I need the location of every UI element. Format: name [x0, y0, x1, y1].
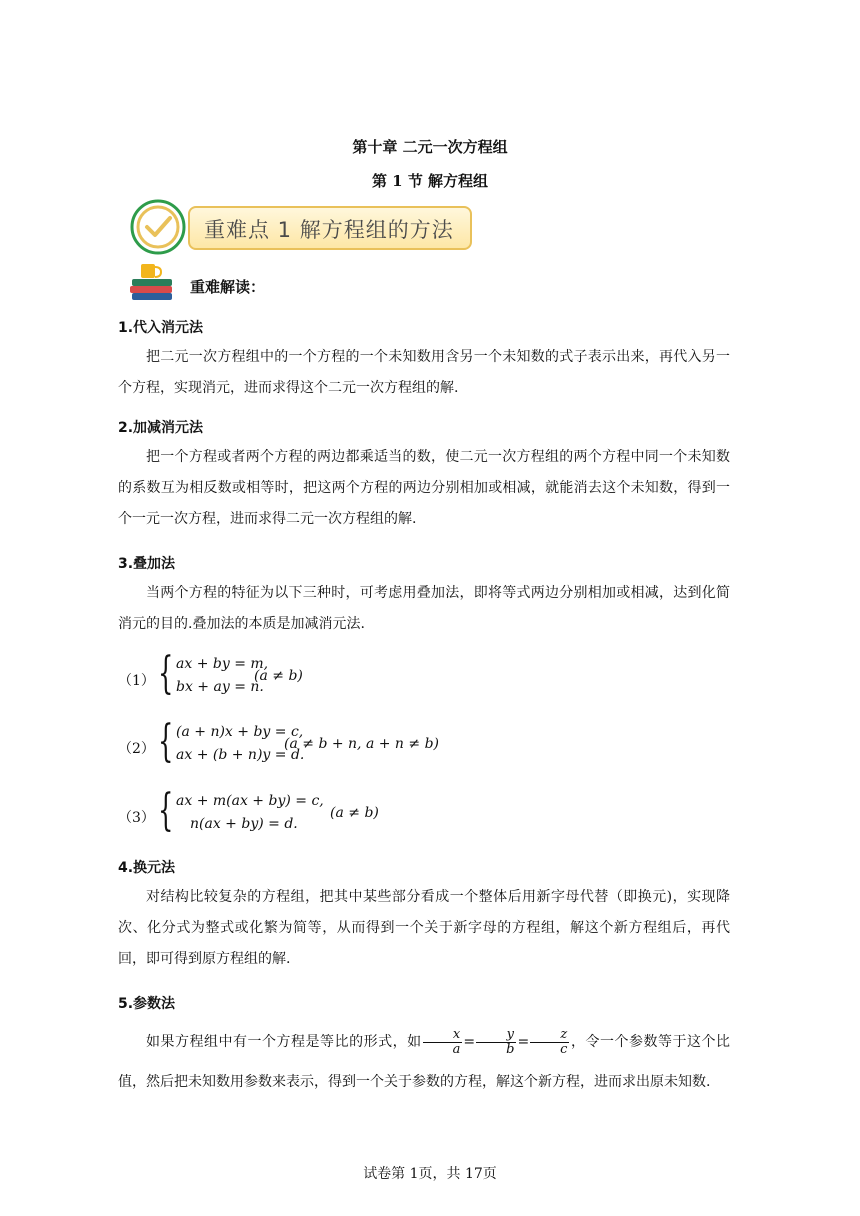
fraction: $\frac{z}{c}$ — [530, 1028, 569, 1057]
equation-system — [118, 716, 518, 774]
equation-number: （2） — [118, 741, 155, 757]
equation-number: （3） — [118, 810, 155, 826]
brace: { — [158, 785, 174, 836]
chapter-title: 第十章 二元一次方程组 — [352, 138, 508, 156]
equation-condition: (a ≠ b) — [330, 805, 379, 821]
method-heading: 4.换元法 — [118, 860, 176, 876]
fraction: $\frac{y}{b}$ — [476, 1028, 516, 1057]
method-heading: 1.代入消元法 — [118, 320, 204, 336]
method-body: 对结构比较复杂的方程组，把其中某些部分看成一个整体后用新字母代替（即换元)，实现降次、化分式为整式或化繁为简等，从而得到一个关于新字母的方程组，解这个新方程组后，再代回，即可得到原方程组的解. — [118, 889, 730, 967]
equation-condition: (a ≠ b + n, a + n ≠ b) — [284, 736, 439, 752]
method-body: 如果方程组中有一个方程是等比的形式，如 $\frac{x}{a}$ = $\frac{y}{b}$ = $\frac{z}{c}$ ，令一个参数等于这个比值，然后把未知数用参数来表示，得到一个关于参数的方程，解这个新方程，进而求出原未知数. — [118, 1026, 731, 1090]
method-heading: 3.叠加法 — [118, 556, 176, 572]
badge-box — [188, 206, 472, 250]
topic-badge — [130, 199, 476, 259]
equation-system — [118, 648, 518, 706]
page-footer: 试卷第 1页，共 17页 — [363, 1166, 497, 1182]
brace: { — [158, 648, 174, 699]
equation-line: n(ax + by) = d. — [190, 816, 298, 832]
books-mug-icon — [128, 262, 178, 302]
method-heading: 5.参数法 — [118, 996, 176, 1012]
equation-line: ax + by = m, — [176, 656, 269, 672]
method-heading: 2.加减消元法 — [118, 420, 204, 436]
equation-system — [118, 785, 518, 843]
equation-line: ax + m(ax + by) = c, — [176, 793, 324, 809]
method-body: 当两个方程的特征为以下三种时，可考虑用叠加法，即将等式两边分别相加或相减，达到化简消元的目的.叠加法的本质是加减消元法. — [118, 585, 730, 632]
equation-number: （1） — [118, 673, 155, 689]
equation-line: ax + (b + n)y = d. — [176, 747, 305, 763]
section-title: 第 1 节 解方程组 — [371, 172, 489, 190]
method-body: 把二元一次方程组中的一个方程的一个未知数用含另一个未知数的式子表示出来，再代入另一个方程，实现消元，进而求得这个二元一次方程组的解. — [118, 349, 730, 396]
equation-line: bx + ay = n. — [176, 679, 264, 695]
method-body: 把一个方程或者两个方程的两边都乘适当的数，使二元一次方程组的两个方程中同一个未知数的系数互为相反数或相等时，把这两个方程的两边分别相加或相减，就能消去这个未知数，得到一个一元一次方程，进而求得二元一次方程组的解. — [118, 449, 730, 527]
interpretation-label: 重难解读： — [190, 278, 266, 296]
badge-text: 重难点 1 解方程组的方法 — [204, 218, 454, 242]
fraction: $\frac{x}{a}$ — [423, 1028, 463, 1057]
equation-condition: (a ≠ b) — [254, 668, 303, 684]
check-circle-icon — [130, 199, 186, 255]
equation-line: (a + n)x + by = c, — [176, 724, 304, 740]
brace: { — [158, 716, 174, 767]
